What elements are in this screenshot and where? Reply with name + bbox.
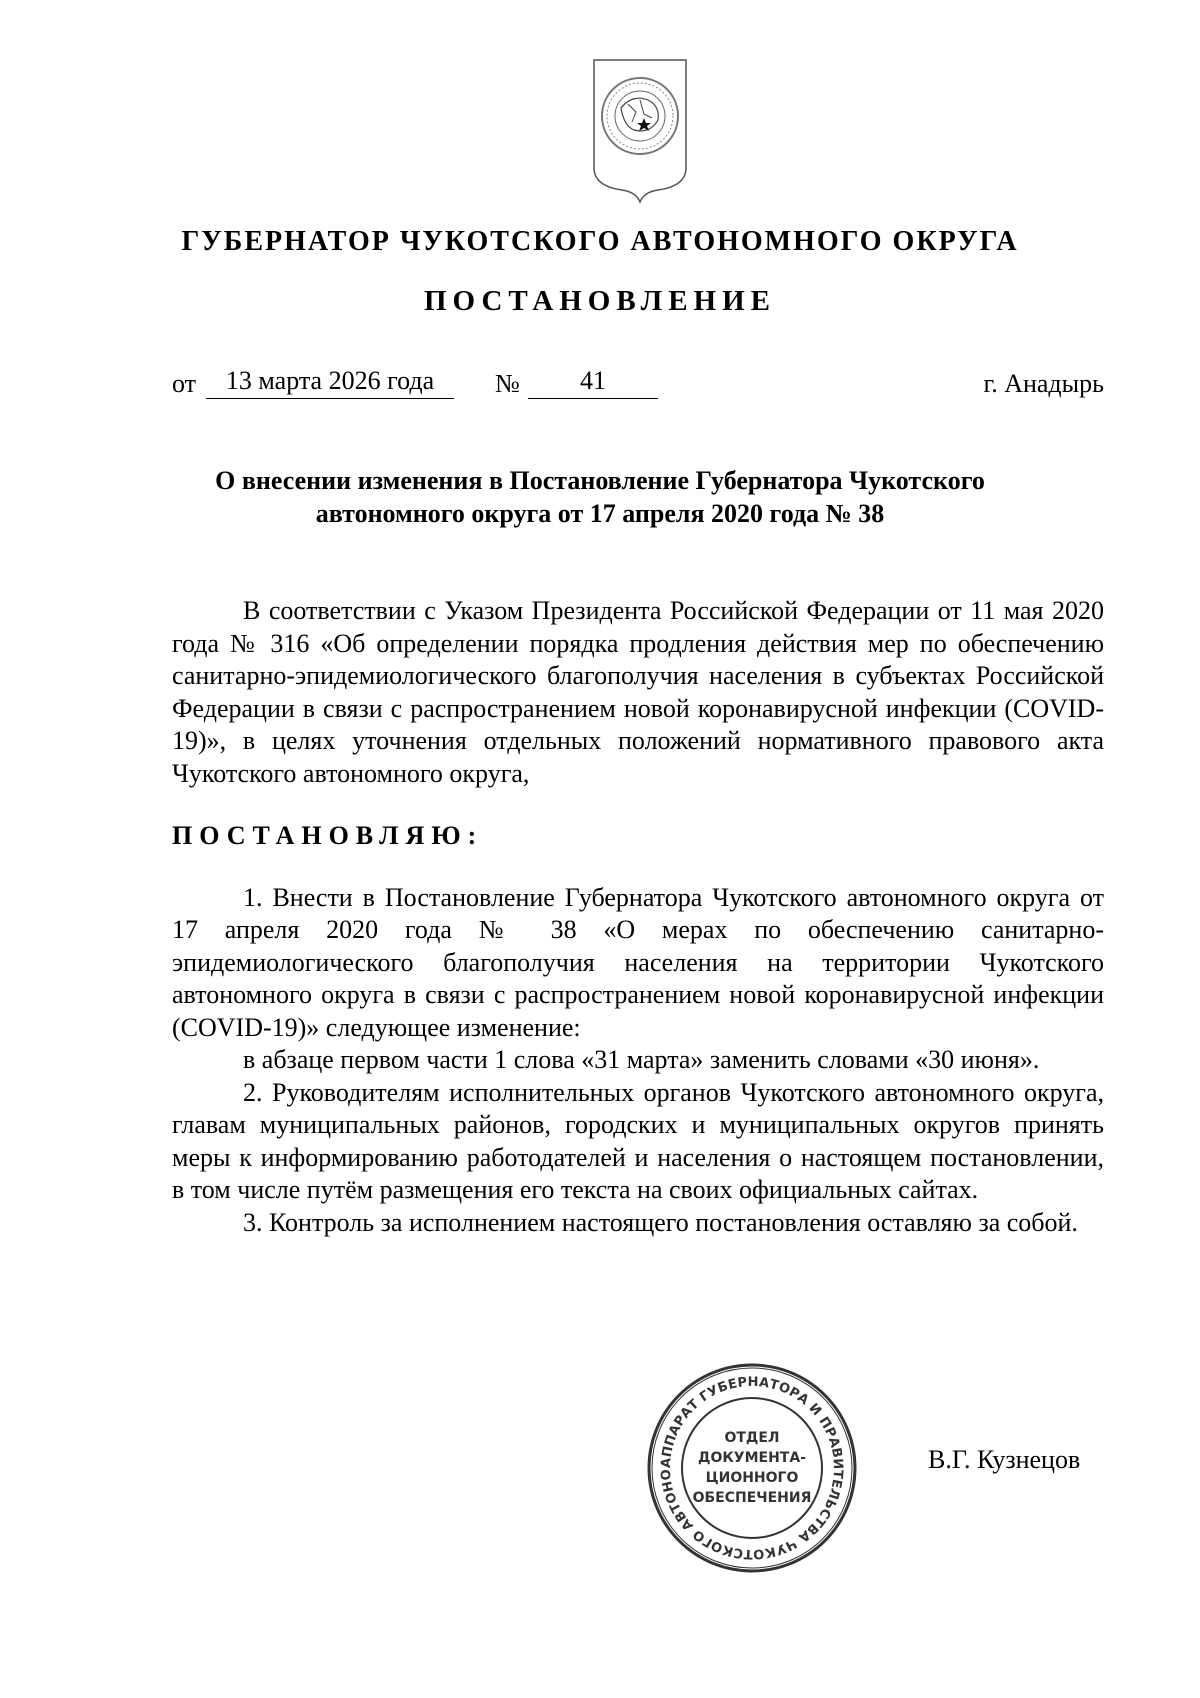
- stamp-line-1: ОТДЕЛ: [724, 1430, 780, 1446]
- item-1-subparagraph: в абзаце первом части 1 слова «31 марта» заменить словами «30 июня».: [243, 1045, 1040, 1074]
- stamp-line-2: ДОКУМЕНТА-: [697, 1450, 807, 1466]
- document-body: [172, 595, 1104, 1239]
- coat-of-arms-icon: [588, 56, 692, 206]
- number-label: №: [495, 369, 520, 398]
- date-number-line: [172, 364, 1104, 404]
- document-date: 13 марта 2026 года: [206, 364, 454, 399]
- stamp-line-4: ОБЕСПЕЧЕНИЯ: [692, 1490, 812, 1506]
- subject-line-1: О внесении изменения в Постановление Губернатора Чукотского: [215, 466, 985, 495]
- signatory-name: В.Г. Кузнецов: [928, 1445, 1081, 1474]
- item-2-paragraph: 2. Руководителям исполнительных органов Чукотского автономного округа, главам муниципальных районов, городских и муниципальных округов принять меры к информированию работодателей и населения о настоящем постановлении, в том числе путём размещения его текста на своих официальных сайтах.: [172, 1077, 1104, 1204]
- issuing-authority: ГУБЕРНАТОР ЧУКОТСКОГО АВТОНОМНОГО ОКРУГА: [181, 226, 1019, 257]
- document-city: г. Анадырь: [983, 369, 1104, 398]
- subject-line-2: автономного округа от 17 апреля 2020 года № 38: [315, 499, 885, 528]
- stamp-line-3: ЦИОННОГО: [705, 1470, 799, 1486]
- decree-heading: ПОСТАНОВЛЯЮ:: [172, 821, 484, 850]
- item-1-paragraph: 1. Внести в Постановление Губернатора Чукотского автономного округа от 17 апреля 2020 года № 38 «О мерах по обеспечению санитарно-эпидемиологического благополучия населения на территории Чукотского автономного округа в связи с распространением новой коронавирусной инфекции (COVID-19)» следующее изменение:: [172, 882, 1104, 1042]
- preamble-paragraph: В соответствии с Указом Президента Российской Федерации от 11 мая 2020 года № 316 «Об определении порядка продления действия мер по обеспечению санитарно-эпидемиологического благополучия населения в субъектах Российской Федерации в связи с распространением новой коронавирусной инфекции (COVID-19)», в целях уточнения отдельных положений нормативного правового акта Чукотского автономного округа,: [172, 596, 1104, 788]
- document-number: 41: [528, 364, 658, 399]
- document-type: ПОСТАНОВЛЕНИЕ: [423, 285, 776, 317]
- stamp-ring-text: АППАРАТ ГУБЕРНАТОРА И ПРАВИТЕЛЬСТВА ЧУКОТСКОГО АВТОНО: [658, 1374, 846, 1562]
- official-stamp-icon: [643, 1359, 861, 1577]
- item-3-paragraph: 3. Контроль за исполнением настоящего постановления оставляю за собой.: [243, 1207, 1078, 1237]
- date-prefix: от: [172, 369, 197, 398]
- document-subject: [150, 464, 1050, 530]
